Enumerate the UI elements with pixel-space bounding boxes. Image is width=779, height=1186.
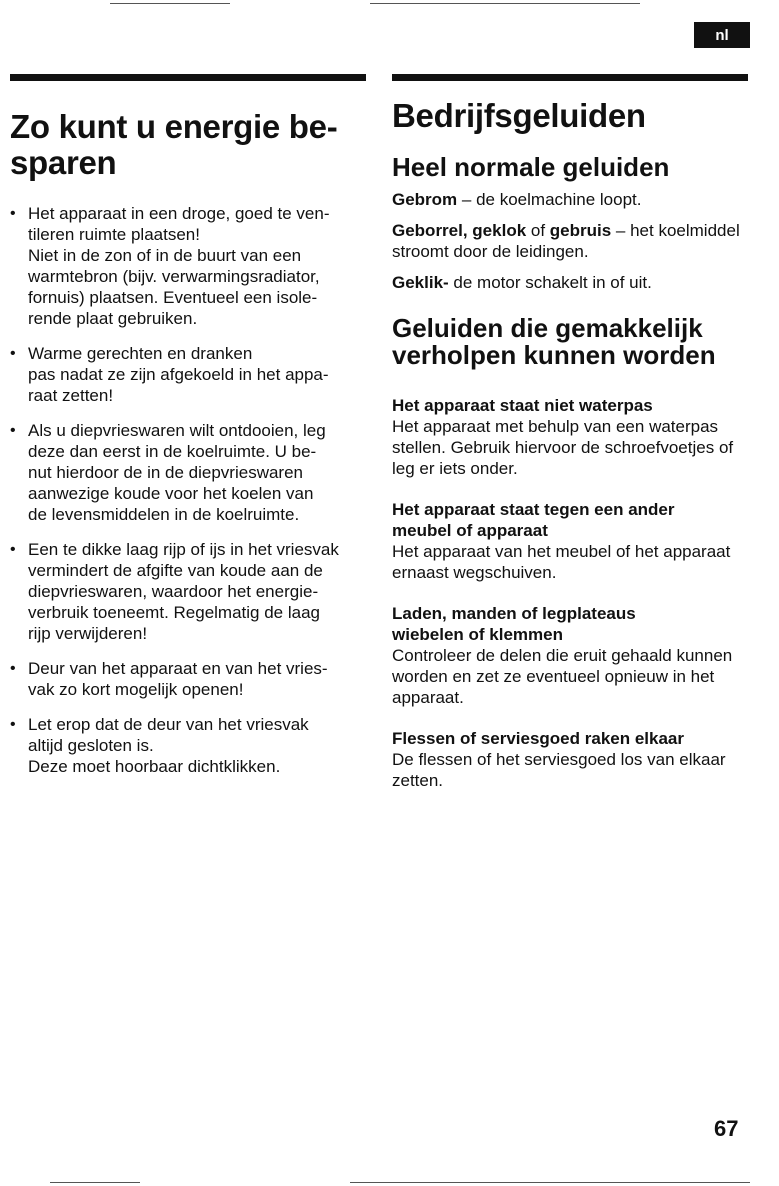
sound-term: Gebrom — [392, 190, 458, 209]
left-column — [10, 94, 370, 791]
sound-item — [392, 272, 742, 293]
sound-term: gebruis — [549, 221, 612, 240]
left-column-rule — [10, 74, 366, 81]
fix-item-heading: Flessen of serviesgoed raken elkaar — [392, 729, 684, 748]
top-edge-line-right — [370, 3, 640, 4]
sound-term: Geborrel, geklok — [392, 221, 527, 240]
right-column — [392, 94, 742, 791]
fix-item-heading: Laden, manden of legplateaus wiebelen of klemmen — [392, 604, 636, 644]
list-item: • Een te dikke laag rijp of ijs in het vriesvak vermindert de afgifte van koude aan de diepvrieswaren, waardoor het energie- verbruik toeneemt. Regelmatig de laag rijp verwijderen! — [10, 539, 370, 644]
sound-item — [392, 189, 742, 210]
top-edge-line-left — [110, 3, 230, 4]
fix-item — [392, 499, 742, 583]
bottom-edge-line-left — [50, 1182, 140, 1183]
right-title: Bedrijfsgeluiden — [392, 97, 646, 134]
list-item: • Let erop dat de deur van het vriesvak altijd gesloten is. Deze moet hoorbaar dichtklikken. — [10, 714, 370, 777]
sound-description: – het koelmiddel stroomt door de leidingen. — [392, 221, 740, 261]
language-badge: nl — [694, 22, 750, 48]
section-heading-fixable-sounds: Geluiden die gemakkelijk verholpen kunnen worden — [392, 313, 716, 370]
section-heading-normal-sounds: Heel normale geluiden — [392, 152, 670, 182]
energy-tips-list — [10, 203, 370, 777]
fix-item — [392, 728, 742, 791]
fix-item-heading: Het apparaat staat tegen een ander meubel of apparaat — [392, 500, 675, 540]
fix-item — [392, 603, 742, 708]
fix-item-text: Controleer de delen die eruit gehaald kunnen worden en zet ze eventueel opnieuw in het apparaat. — [392, 646, 733, 707]
sound-description: de motor schakelt in of uit. — [448, 273, 652, 292]
page-number: 67 — [714, 1116, 739, 1141]
left-title: Zo kunt u energie be- sparen — [10, 108, 338, 181]
list-item: • Het apparaat in een droge, goed te ven- tileren ruimte plaatsen! Niet in de zon of in de buurt van een warmtebron (bijv. verwarmingsradiator, fornuis) plaatsen. Eventueel een isole- rende plaat gebruiken. — [10, 203, 370, 329]
fix-item — [392, 395, 742, 479]
sound-term: Geklik- — [392, 273, 449, 292]
right-column-rule — [392, 74, 748, 81]
fix-item-text: De flessen of het serviesgoed los van elkaar zetten. — [392, 750, 726, 790]
list-item: • Deur van het apparaat en van het vries- vak zo kort mogelijk openen! — [10, 658, 370, 700]
bottom-edge-line-right — [350, 1182, 750, 1183]
fix-item-text: Het apparaat met behulp van een waterpas stellen. Gebruik hiervoor de schroefvoetjes of leg er iets onder. — [392, 417, 734, 478]
fix-item-heading: Het apparaat staat niet waterpas — [392, 396, 653, 415]
sound-description: – de koelmachine loopt. — [457, 190, 642, 209]
sound-connector: of — [526, 221, 550, 240]
fix-item-text: Het apparaat van het meubel of het apparaat ernaast wegschuiven. — [392, 542, 731, 582]
list-item: • Warme gerechten en dranken pas nadat ze zijn afgekoeld in het appa- raat zetten! — [10, 343, 370, 406]
list-item: • Als u diepvrieswaren wilt ontdooien, leg deze dan eerst in de koelruimte. U be- nut hierdoor de in de diepvrieswaren aanwezige koude voor het koelen van de levensmiddelen in de koelruimte. — [10, 420, 370, 525]
sound-item — [392, 220, 742, 262]
